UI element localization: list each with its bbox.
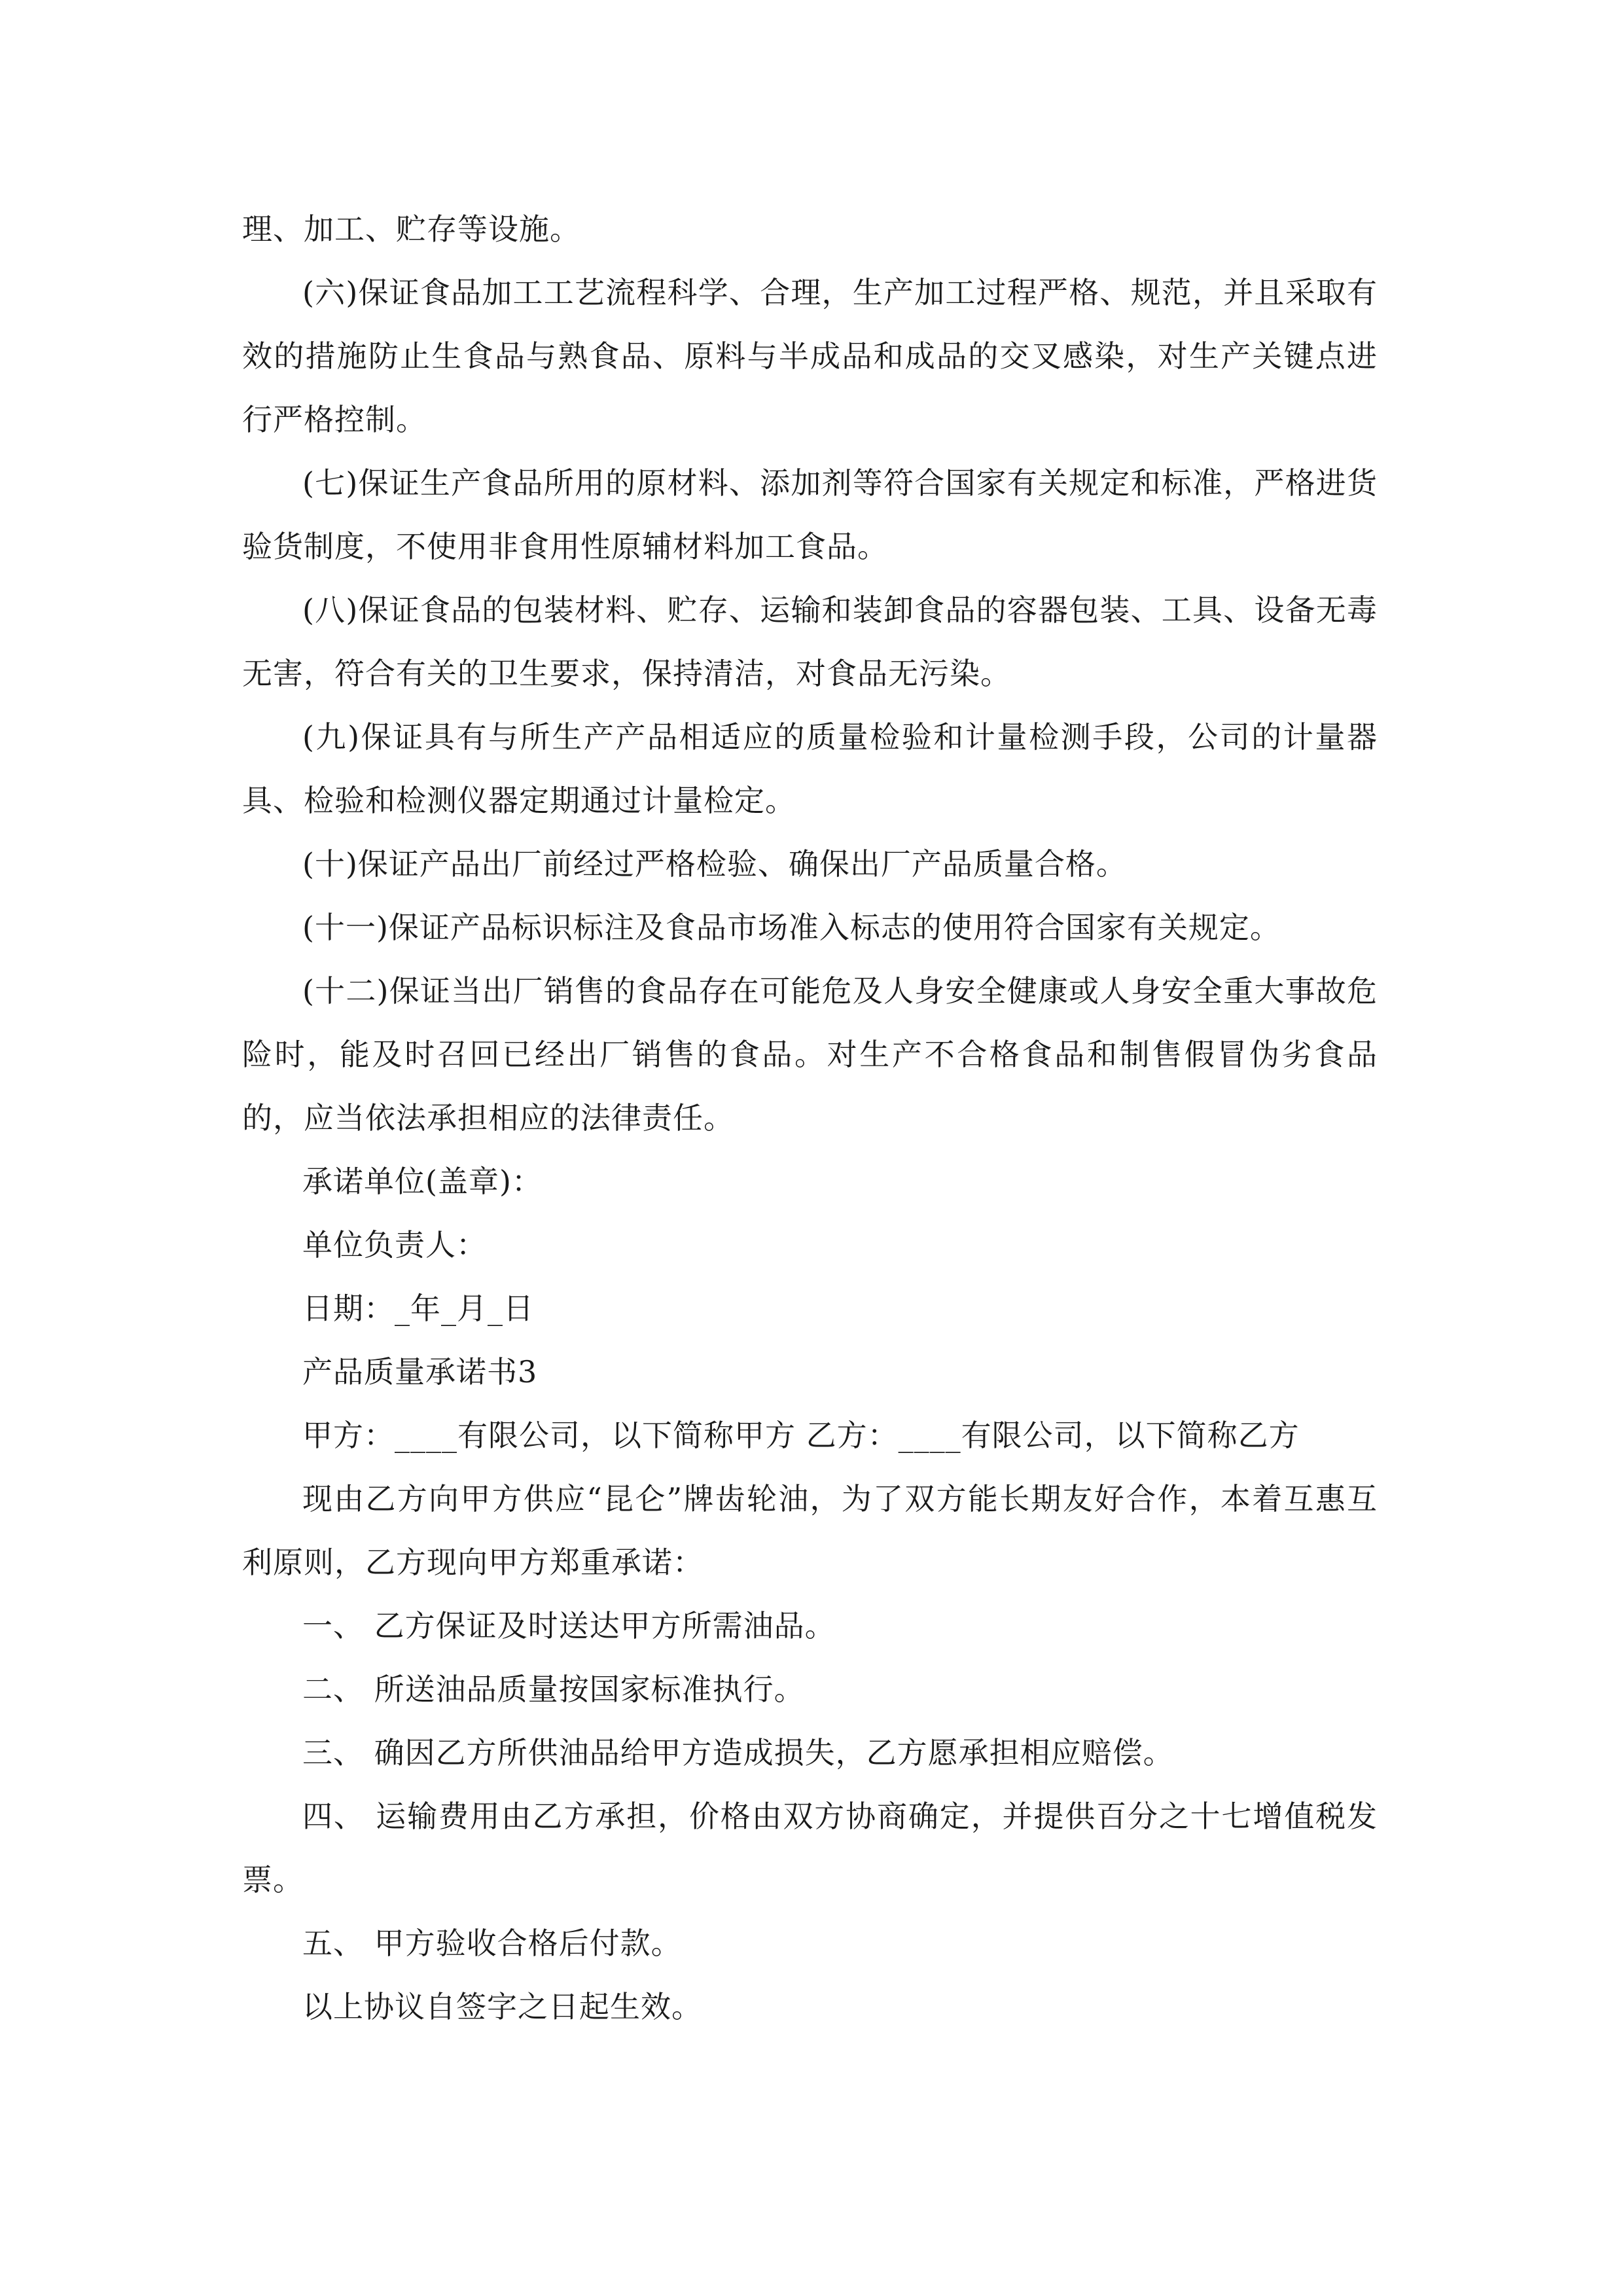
paragraph-supply-intro: 现由乙方向甲方供应“昆仑”牌齿轮油，为了双方能长期友好合作，本着互惠互利原则，乙方现向甲方郑重承诺： — [242, 1481, 1378, 1580]
signature-unit-line: 承诺单位(盖章)： — [302, 1164, 543, 1199]
promise-item-3: 三、 确因乙方所供油品给甲方造成损失，乙方愿承担相应赔偿。 — [302, 1735, 1174, 1770]
paragraph-item-9-inspection: (九)保证具有与所生产产品相适应的质量检验和计量检测手段，公司的计量器具、检验和检测仪器定期通过计量检定。 — [242, 719, 1378, 818]
promise-item-1: 一、 乙方保证及时送达甲方所需油品。 — [302, 1608, 836, 1643]
paragraph-item-6-process: (六)保证食品加工工艺流程科学、合理，生产加工过程严格、规范，并且采取有效的措施防止生食品与熟食品、原料与半成品和成品的交叉感染，对生产关键点进行严格控制。 — [242, 275, 1378, 437]
paragraph-item-8-packaging: (八)保证食品的包装材料、贮存、运输和装卸食品的容器包装、工具、设备无毒无害，符合有关的卫生要求，保持清洁，对食品无污染。 — [242, 592, 1378, 691]
promise-item-4: 四、 运输费用由乙方承担，价格由双方协商确定，并提供百分之十七增值税发票。 — [242, 1799, 1378, 1897]
section-title-3: 产品质量承诺书3 — [302, 1354, 538, 1390]
effective-clause: 以上协议自签字之日起生效。 — [302, 1989, 702, 2024]
paragraph-item-11-labeling: (十一)保证产品标识标注及食品市场准入标志的使用符合国家有关规定。 — [302, 910, 1281, 945]
paragraph-item-7-materials: (七)保证生产食品所用的原材料、添加剂等符合国家有关规定和标准，严格进货验货制度，不使用非食用性原辅材料加工食品。 — [242, 465, 1378, 564]
promise-item-5: 五、 甲方验收合格后付款。 — [302, 1926, 682, 1961]
signature-responsible-line: 单位负责人： — [302, 1227, 487, 1263]
document-body — [242, 198, 1378, 2039]
paragraph-facilities-continuation: 理、加工、贮存等设施。 — [242, 211, 580, 247]
date-line: 日期：_年_月_日 — [302, 1291, 534, 1326]
paragraph-item-12-recall: (十二)保证当出厂销售的食品存在可能危及人身安全健康或人身安全重大事故危险时，能及时召回已经出厂销售的食品。对生产不合格食品和制售假冒伪劣食品的，应当依法承担相应的法律责任。 — [242, 973, 1378, 1136]
paragraph-item-10-quality: (十)保证产品出厂前经过严格检验、确保出厂产品质量合格。 — [302, 846, 1127, 882]
promise-item-2: 二、 所送油品质量按国家标准执行。 — [302, 1672, 805, 1707]
parties-line: 甲方：____有限公司，以下简称甲方 乙方：____有限公司，以下简称乙方 — [302, 1418, 1300, 1453]
